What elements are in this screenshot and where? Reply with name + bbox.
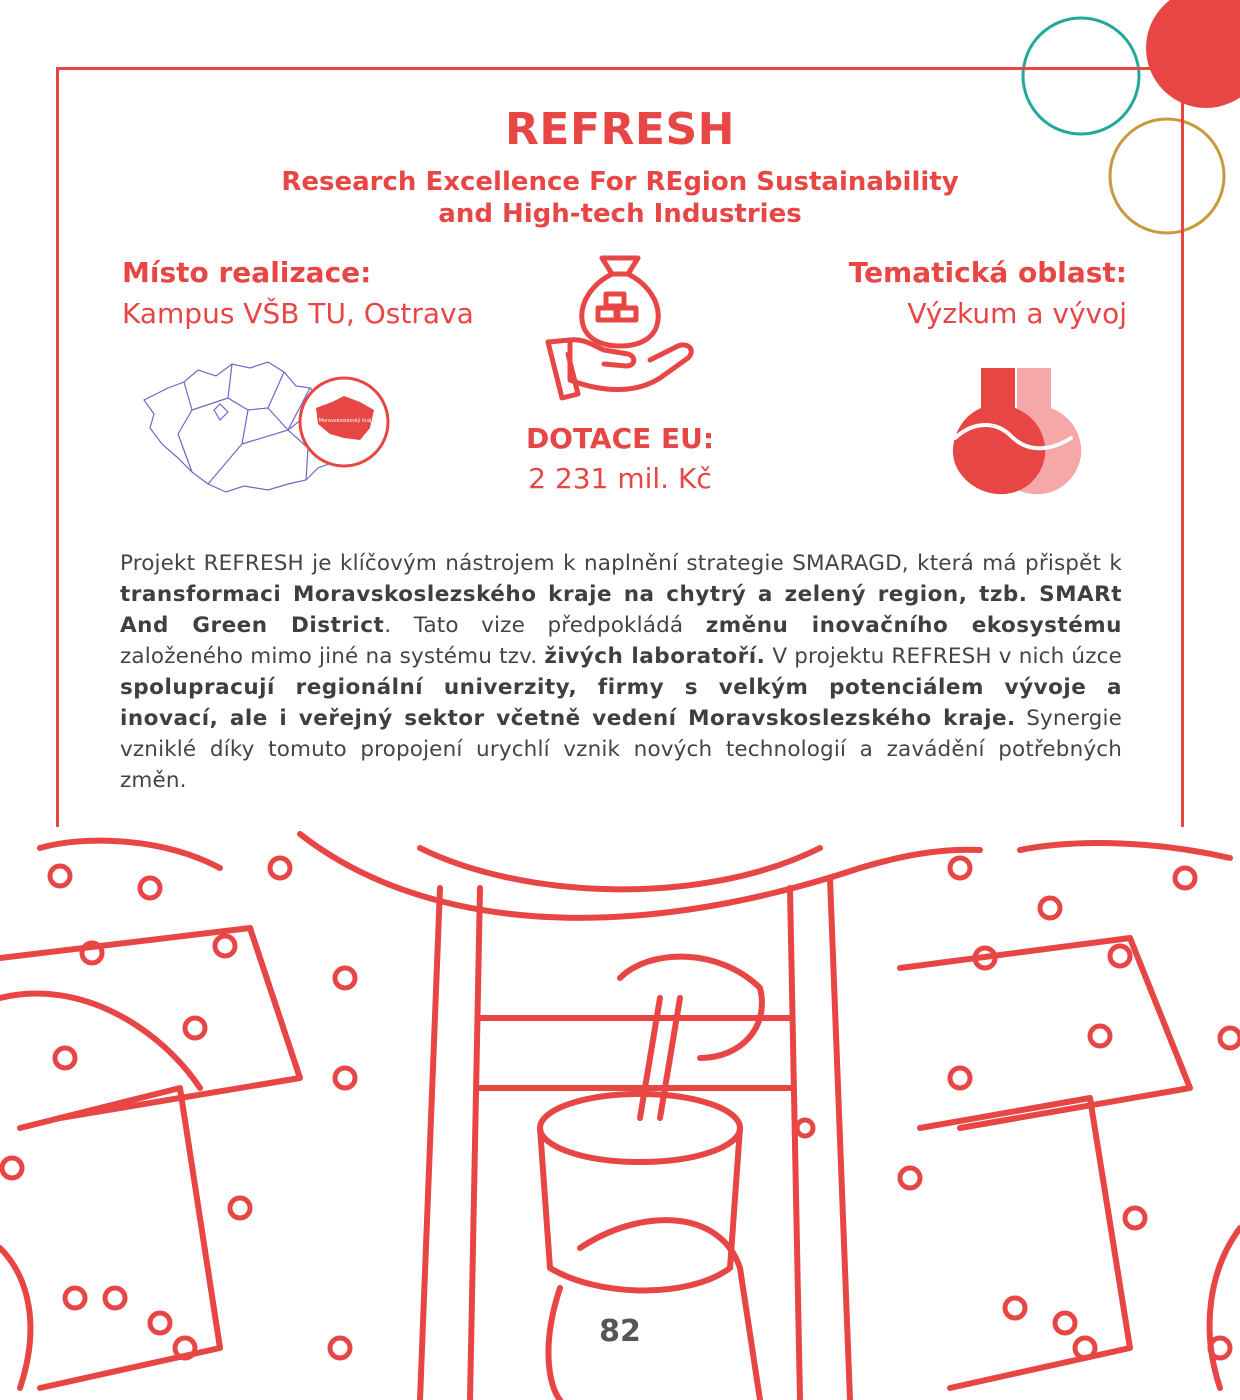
map-region-label: Moravskoslezský kraj	[318, 418, 372, 424]
desc-part-1: Projekt REFRESH je klíčovým nástrojem k naplnění strategie SMARAGD, která má přispět k	[120, 551, 1122, 576]
location-value: Kampus VŠB TU, Ostrava	[122, 297, 474, 330]
desc-part-3: . Tato vize předpokládá	[384, 613, 706, 638]
desc-part-9: Synergie vzniklé díky tomuto propojení urychlí vznik nových technologií a zavádění potřebných změn.	[120, 706, 1122, 793]
money-bag-hand-icon	[540, 250, 700, 410]
subtitle-line-2: and High-tech Industries	[438, 199, 802, 229]
theme-value: Výzkum a vývoj	[907, 297, 1127, 330]
flask-icon	[945, 360, 1085, 500]
desc-part-4: změnu inovačního ekosystému	[705, 613, 1122, 638]
czech-map-icon	[138, 358, 398, 498]
funding-value: 2 231 mil. Kč	[528, 462, 712, 495]
subtitle-line-1: Research Excellence For REgion Sustainability	[281, 167, 959, 197]
funding-label: DOTACE EU:	[525, 422, 715, 455]
desc-part-6: živých laboratoří.	[544, 644, 766, 669]
desc-part-2: transformaci Moravskoslezského kraje na chytrý a zelený region, tzb. SMARt And Green District	[120, 582, 1122, 638]
project-description	[120, 548, 1122, 796]
page-subtitle	[0, 166, 1240, 230]
desc-part-7: V projektu REFRESH v nich úzce	[765, 644, 1122, 669]
page-number: 82	[599, 1314, 641, 1349]
desc-part-5: založeného mimo jiné na systému tzv.	[120, 644, 545, 669]
desc-part-8: spolupracují regionální univerzity, firmy s velkým potenciálem vývoje a inovací, ale i veřejný sektor včetně vedení Moravskoslezského kraje.	[120, 675, 1122, 731]
theme-label: Tematická oblast:	[848, 256, 1127, 289]
page-title: REFRESH	[505, 104, 735, 155]
location-label: Místo realizace:	[122, 256, 372, 289]
